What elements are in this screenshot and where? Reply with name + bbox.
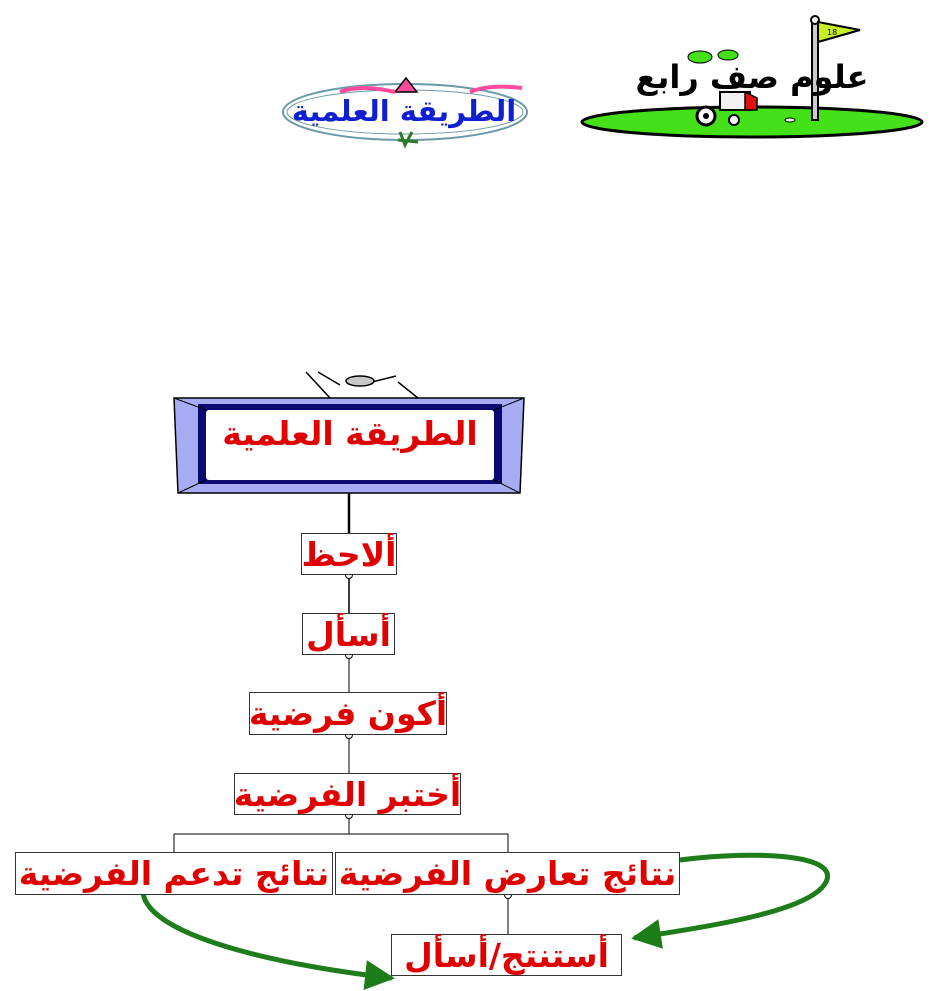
lesson-title: الطريقة العلمية [291, 94, 517, 128]
sign-title: الطريقة العلمية [222, 414, 478, 453]
step-conclude-ask: أستنتج/أسأل [391, 934, 622, 976]
step-ask: أسأل [302, 613, 395, 655]
step-hypothesis: أكون فرضية [248, 694, 448, 733]
result-contradicts-hypothesis: نتائج تعارض الفرضية [335, 852, 680, 895]
step-observe: ألاحظ [301, 534, 397, 574]
subject-title: علوم صف رابع [635, 58, 869, 96]
step-test-hypothesis: أختبر الفرضية [233, 774, 462, 814]
result-supports-hypothesis: نتائج تدعم الفرضية [15, 852, 333, 895]
arrow-supports-to-conclusion [143, 893, 392, 978]
svg-text:18: 18 [827, 28, 838, 37]
